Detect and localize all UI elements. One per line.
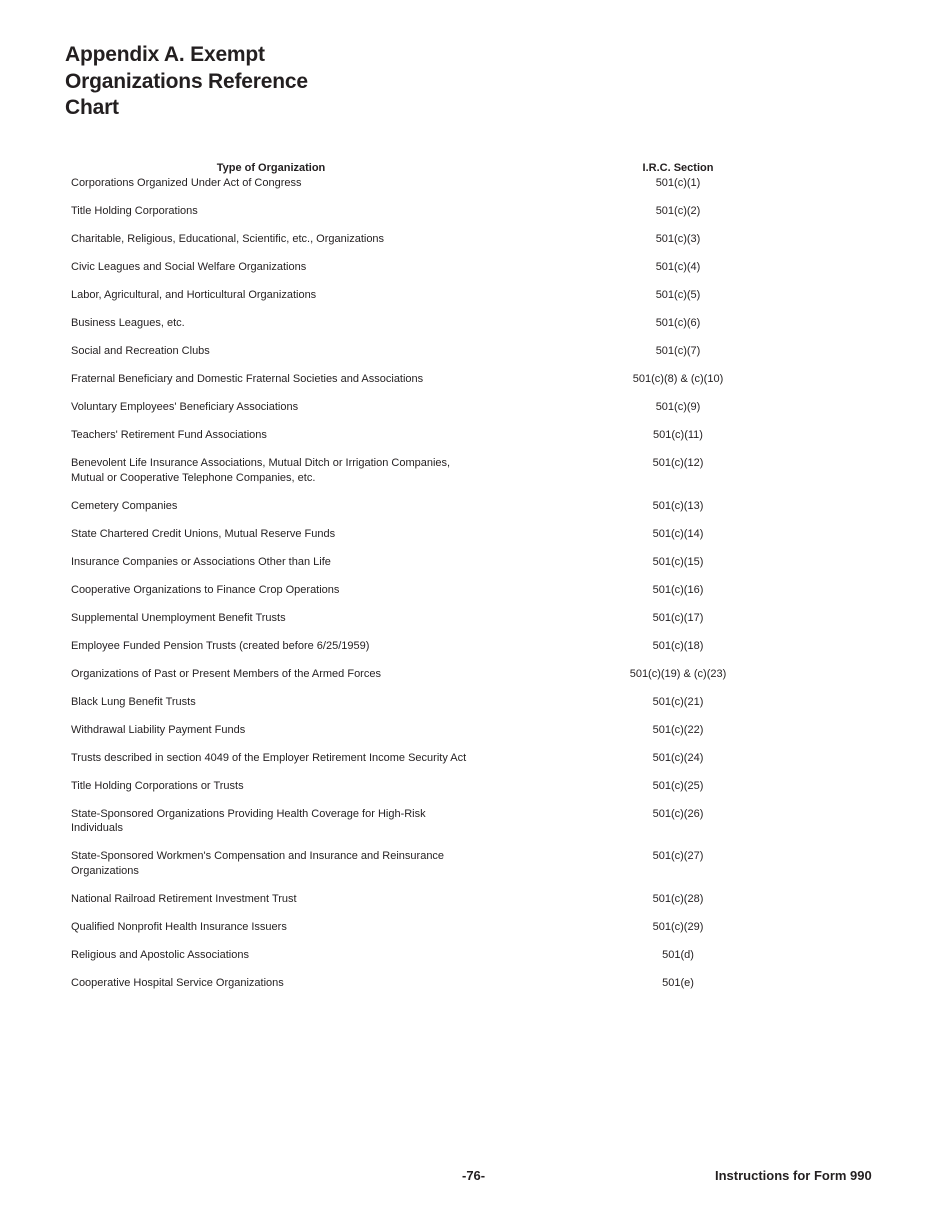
irc-section: 501(c)(21)	[652, 695, 704, 708]
table-row	[71, 849, 831, 878]
table-row	[71, 583, 831, 598]
table-row	[71, 611, 831, 626]
organization-type: Cemetery Companies	[71, 499, 178, 512]
organization-type: Insurance Companies or Associations Other than Life	[71, 555, 331, 568]
table-row	[71, 527, 831, 542]
organization-type: State-Sponsored Organizations Providing Health Coverage for High-Risk Individuals	[71, 807, 426, 834]
irc-section: 501(e)	[662, 976, 694, 989]
irc-section: 501(c)(7)	[655, 345, 701, 357]
irc-section: 501(c)(12)	[652, 457, 704, 469]
irc-section: 501(c)(3)	[655, 233, 701, 245]
table-row	[71, 499, 831, 514]
table-header	[71, 161, 831, 176]
table-row	[71, 723, 831, 738]
organization-type: Withdrawal Liability Payment Funds	[71, 723, 246, 736]
table-row	[71, 555, 831, 570]
table-row	[71, 372, 831, 387]
organization-type: Title Holding Corporations or Trusts	[71, 779, 244, 792]
irc-section: 501(c)(1)	[655, 177, 701, 189]
column-header-section: I.R.C. Section	[642, 162, 714, 174]
irc-section: 501(c)(25)	[652, 779, 704, 792]
organization-type: Charitable, Religious, Educational, Scientific, etc., Organizations	[71, 233, 385, 245]
irc-section: 501(c)(27)	[652, 850, 704, 862]
organization-type: Benevolent Life Insurance Associations, Mutual Ditch or Irrigation Companies, Mutual or Cooperative Telephone Companies, etc.	[71, 457, 451, 484]
organization-type: State Chartered Credit Unions, Mutual Reserve Funds	[71, 527, 336, 540]
organization-type: Social and Recreation Clubs	[71, 345, 210, 357]
irc-section: 501(c)(16)	[652, 583, 704, 596]
table-row	[71, 316, 831, 331]
irc-section: 501(c)(19) & (c)(23)	[629, 667, 727, 680]
irc-section: 501(c)(28)	[652, 892, 704, 905]
table-row	[71, 639, 831, 654]
organization-type: Cooperative Organizations to Finance Crop Operations	[71, 583, 340, 596]
table-row	[71, 807, 831, 836]
irc-section: 501(c)(24)	[652, 751, 704, 764]
table-row	[71, 920, 831, 935]
page-number: -76-	[462, 1168, 486, 1183]
table-row	[71, 288, 831, 303]
organization-type: Business Leagues, etc.	[71, 317, 185, 329]
organization-type: Fraternal Beneficiary and Domestic Fraternal Societies and Associations	[71, 373, 424, 385]
organization-type: Religious and Apostolic Associations	[71, 948, 249, 961]
table-row	[71, 344, 831, 359]
irc-section: 501(c)(5)	[655, 289, 701, 301]
table-row	[71, 428, 831, 443]
organization-type: Labor, Agricultural, and Horticultural Organizations	[71, 289, 317, 301]
irc-section: 501(c)(6)	[655, 317, 701, 329]
irc-section: 501(c)(17)	[652, 611, 704, 624]
irc-section: 501(c)(9)	[655, 401, 701, 413]
organization-type: Qualified Nonprofit Health Insurance Issuers	[71, 920, 287, 933]
table-row	[71, 976, 831, 991]
table-row	[71, 204, 831, 219]
column-header-type: Type of Organization	[216, 162, 326, 174]
irc-section: 501(c)(4)	[655, 261, 701, 273]
table-row	[71, 948, 831, 963]
organization-type: Title Holding Corporations	[71, 205, 198, 217]
irc-section: 501(c)(13)	[652, 499, 704, 512]
irc-section: 501(c)(18)	[652, 639, 704, 652]
table-row	[71, 751, 831, 766]
irc-section: 501(c)(15)	[652, 555, 704, 568]
table-row	[71, 176, 831, 191]
exempt-organizations-table	[71, 161, 831, 990]
table-row	[71, 260, 831, 275]
organization-type: Organizations of Past or Present Members of the Armed Forces	[71, 667, 381, 680]
organization-type: Teachers' Retirement Fund Associations	[71, 429, 267, 441]
irc-section: 501(c)(8) & (c)(10)	[632, 373, 724, 385]
organization-type: Black Lung Benefit Trusts	[71, 695, 196, 708]
organization-type: Civic Leagues and Social Welfare Organizations	[71, 261, 307, 273]
table-row	[71, 695, 831, 710]
table-row	[71, 400, 831, 415]
page-title: Appendix A. Exempt Organizations Reference Chart	[65, 43, 308, 119]
irc-section: 501(c)(26)	[652, 807, 704, 820]
table-row	[71, 892, 831, 907]
irc-section: 501(c)(2)	[655, 205, 701, 217]
organization-type: Corporations Organized Under Act of Congress	[71, 177, 302, 189]
irc-section: 501(c)(29)	[652, 920, 704, 933]
organization-type: Cooperative Hospital Service Organizations	[71, 976, 284, 989]
table-row	[71, 779, 831, 794]
organization-type: State-Sponsored Workmen's Compensation and Insurance and Reinsurance Organizations	[71, 850, 445, 877]
table-body	[71, 176, 831, 990]
form-name: Instructions for Form 990	[715, 1168, 872, 1183]
organization-type: Trusts described in section 4049 of the Employer Retirement Income Security Act	[71, 751, 467, 764]
organization-type: Employee Funded Pension Trusts (created before 6/25/1959)	[71, 639, 370, 652]
irc-section: 501(d)	[662, 948, 694, 961]
organization-type: Voluntary Employees' Beneficiary Associations	[71, 401, 299, 413]
organization-type: National Railroad Retirement Investment Trust	[71, 892, 297, 905]
organization-type: Supplemental Unemployment Benefit Trusts	[71, 611, 286, 624]
table-row	[71, 232, 831, 247]
irc-section: 501(c)(14)	[652, 527, 704, 540]
table-row	[71, 456, 831, 485]
irc-section: 501(c)(11)	[653, 429, 703, 441]
table-row	[71, 667, 831, 682]
irc-section: 501(c)(22)	[652, 723, 704, 736]
